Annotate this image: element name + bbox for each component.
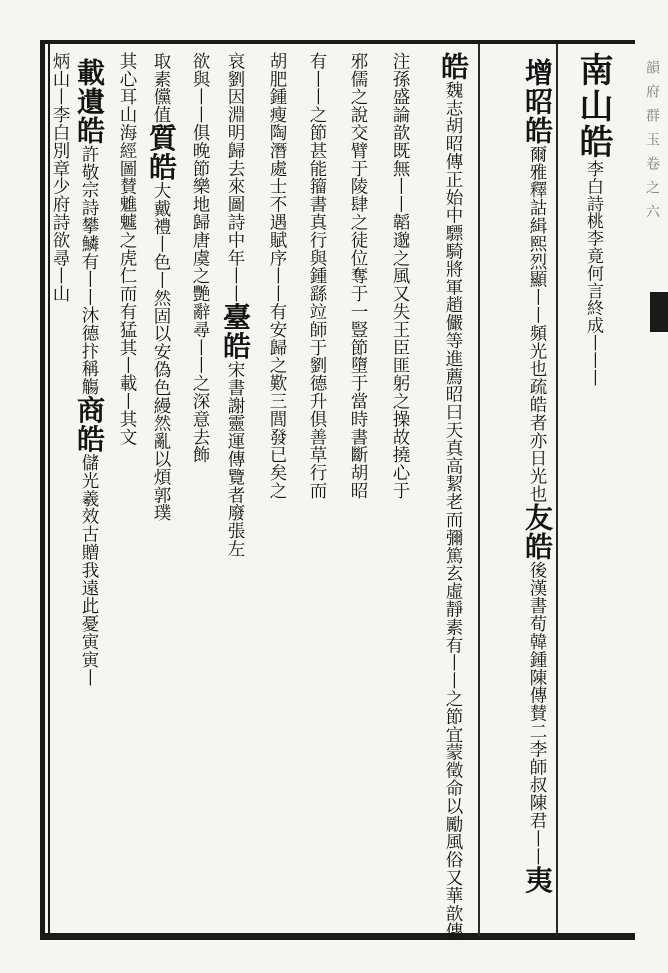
headword: 商皓 xyxy=(73,395,106,454)
column-text: 儲光羲效古贈我遠此憂寅寅丨 xyxy=(79,453,99,687)
text-column-4 xyxy=(384,52,416,930)
text-column-3 xyxy=(434,52,472,941)
column-text: 取素儻值 xyxy=(151,52,171,124)
page-edge-text: 韻府群玉卷之六 xyxy=(644,60,660,228)
headword: 載 xyxy=(73,58,106,87)
headword: 友皓 xyxy=(521,503,554,561)
column-text: 哀劉因淵明歸去來圖詩中年丨丨 xyxy=(225,52,245,303)
column-text: 炳 xyxy=(50,52,70,70)
column-text: 山海經圖賛魋魖之虎仁而有猛其丨載丨其文 xyxy=(117,105,137,446)
text-column-11 xyxy=(111,52,143,930)
text-column-8 xyxy=(216,52,254,930)
column-rule xyxy=(478,44,480,936)
text-column-9 xyxy=(184,52,216,930)
headword: 質皓 xyxy=(145,123,178,182)
column-text: 欲與丨丨俱晚節樂地歸唐虞之艷辭尋丨丨之深意去飾 xyxy=(190,52,210,464)
fishtail-mark xyxy=(650,292,668,332)
text-column-5 xyxy=(342,52,374,930)
text-column-6 xyxy=(301,52,333,930)
column-text: 山丨李白別章少府詩欲尋丨山 xyxy=(50,69,70,303)
headword: 皓 xyxy=(437,52,470,81)
column-text: 爾雅釋詁緝熙烈顯丨丨頻光也疏皓者亦日光也 xyxy=(527,145,547,503)
column-text: 其心耳 xyxy=(117,52,137,106)
headword: 遺皓 xyxy=(73,87,106,145)
column-text: 許敬宗詩攀鱗有丨丨沐德抃稱觴 xyxy=(79,145,99,396)
headword: 南山皓 xyxy=(573,52,613,160)
text-column-1 xyxy=(570,52,616,930)
column-rule xyxy=(556,44,558,936)
headword: 臺皓 xyxy=(219,302,252,361)
text-column-10 xyxy=(142,52,180,930)
column-text: 胡肥鍾瘦陶潛處士不遇賦序丨丨有安歸之歎三閭發已矣之 xyxy=(267,52,287,500)
text-column-13 xyxy=(44,52,76,930)
column-text: 邪儒之說交臂于陵肆之徒位奪于一豎節墮于當時書斷胡昭 xyxy=(348,52,368,500)
column-text: 魏志胡昭傳正始中驃騎將軍趙儼等進薦昭曰天真高絜老而彌篤玄虛靜素有丨丨之節宜蒙徵命以勵風俗又華歆傳 xyxy=(443,81,463,941)
headword: 增昭皓 xyxy=(521,58,554,145)
text-column-2 xyxy=(518,58,556,936)
text-column-7 xyxy=(261,52,293,930)
column-text: 李白詩桃李竟何言終成丨丨丨 xyxy=(583,160,603,387)
column-text: 大戴禮丨色丨然固以安偽色縵然亂以煩郭璞 xyxy=(151,181,171,522)
column-text: 有丨丨之節甚能籀書真行與鍾繇竝師于劉德升俱善草行而 xyxy=(307,52,327,500)
column-text: 注孫盛論歆既無丨丨韜邈之風又失王臣匪躬之操故撓心于 xyxy=(390,52,410,500)
column-text: 宋書謝靈運傳覽者廢張左 xyxy=(225,360,245,558)
column-text: 後漢書荀韓鍾陳傳賛二李師叔陳君丨丨 xyxy=(527,561,547,866)
headword: 夷 xyxy=(521,865,554,895)
